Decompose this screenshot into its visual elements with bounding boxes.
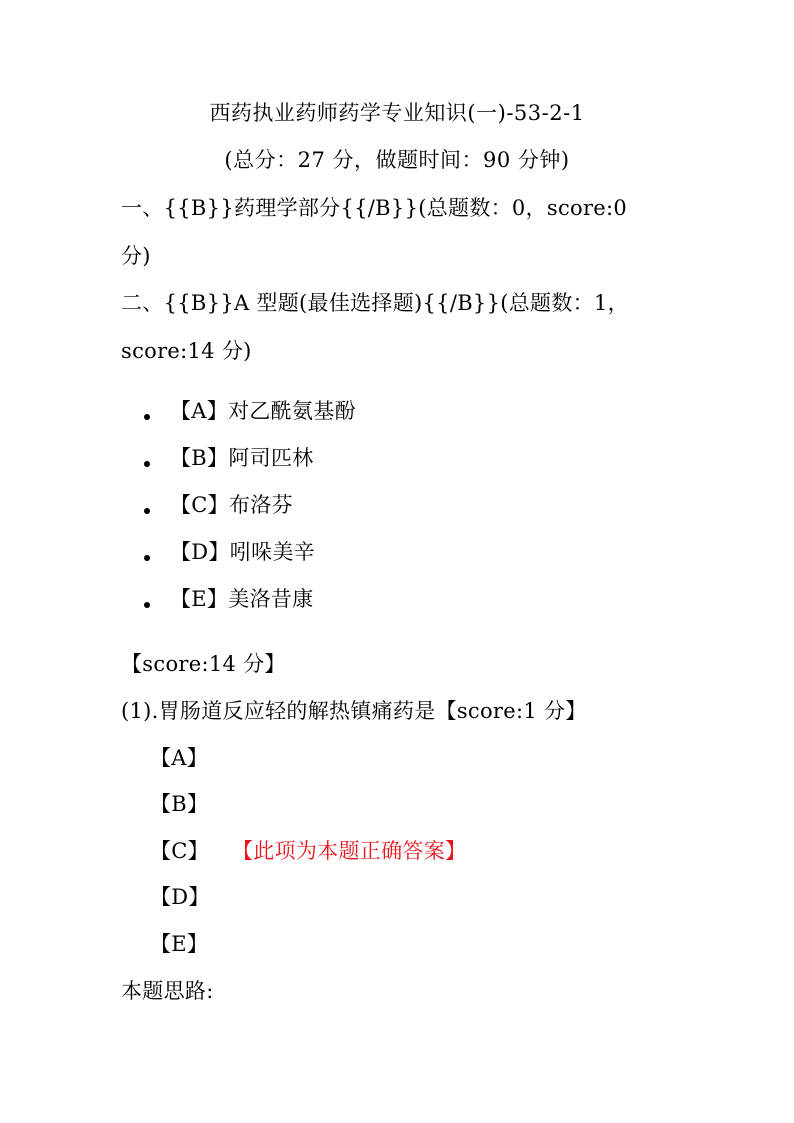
bullet-icon (144, 414, 150, 420)
page-subtitle: (总分：27 分，做题时间：90 分钟) (224, 148, 570, 172)
correct-answer-mark: 【此项为本题正确答案】 (232, 839, 467, 863)
explanation-label: 本题思路: (121, 979, 214, 1003)
section-heading-1: 一、{{B}}药理学部分{{/B}}(总题数：0，score:0 分) (121, 196, 628, 268)
group-score: 【score:14 分】 (121, 652, 286, 676)
option-item-e: 【E】美洛昔康 (170, 587, 314, 611)
page-title: 西药执业药师药学专业知识(一)-53-2-1 (209, 101, 585, 125)
option-item-a: 【A】对乙酰氨基酚 (170, 399, 356, 423)
section-heading-2: 二、{{B}}A 型题(最佳选择题){{/B}}(总题数：1，score:14 分) (121, 291, 629, 363)
bullet-icon (144, 508, 150, 514)
bullet-icon (144, 555, 150, 561)
option-item-b: 【B】阿司匹林 (170, 446, 314, 470)
answer-e: 【E】 (150, 932, 209, 956)
question-text: (1).胃肠道反应轻的解热镇痛药是【score:1 分】 (121, 699, 587, 723)
option-item-c: 【C】布洛芬 (170, 493, 293, 517)
bullet-icon (144, 461, 150, 467)
answer-a: 【A】 (150, 746, 209, 770)
option-item-d: 【D】吲哚美辛 (170, 540, 315, 564)
answer-d: 【D】 (150, 885, 210, 909)
bullet-icon (144, 602, 150, 608)
answer-b: 【B】 (150, 792, 209, 816)
answer-c: 【C】 (150, 839, 209, 863)
